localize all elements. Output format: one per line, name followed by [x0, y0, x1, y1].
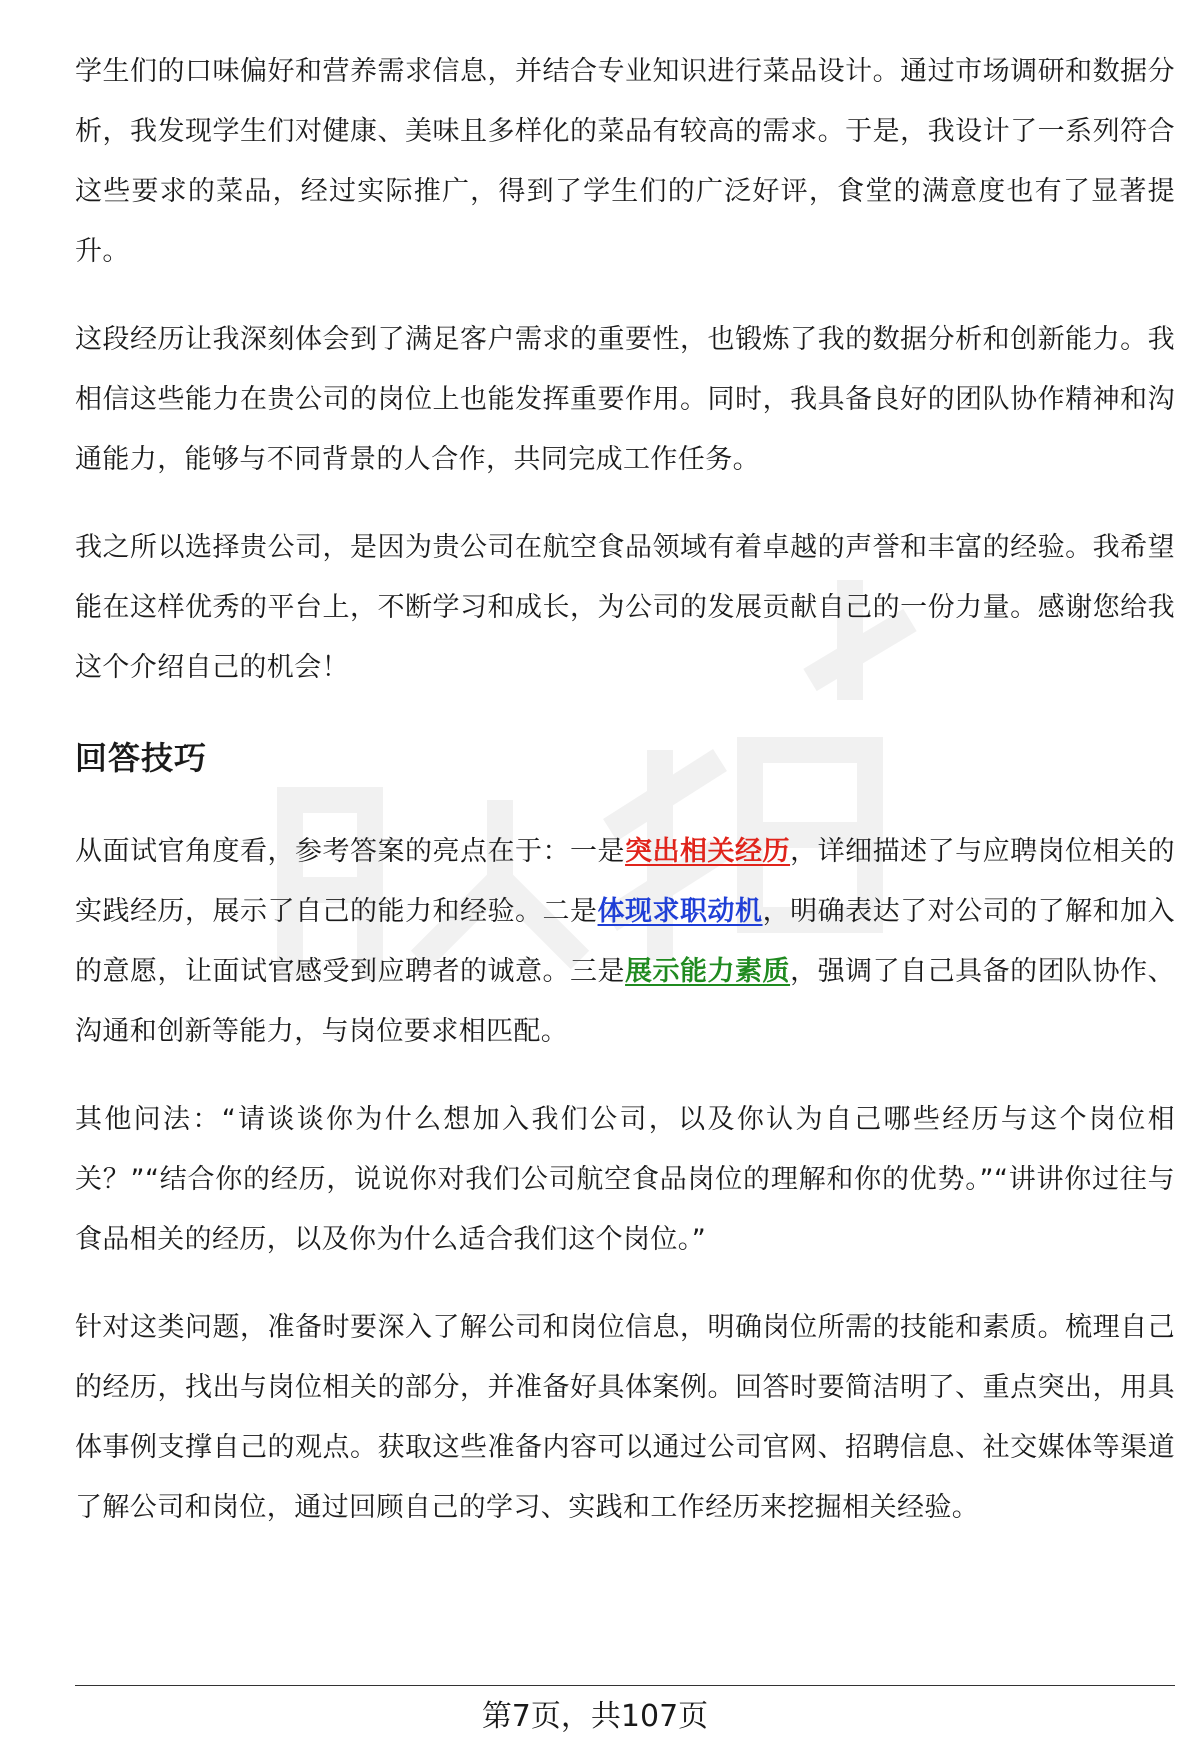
text-run: ，明确表达了对公司的了解和加入的意愿，让面试官感受到应聘者的诚意。三是 [75, 896, 1175, 987]
highlight-job-motivation: 体现求职动机 [597, 896, 763, 927]
paragraph-other-questions: 其他问法：“请谈谈你为什么想加入我们公司，以及你认为自己哪些经历与这个岗位相关？”“结合你的经历，说说你对我们公司航空食品岗位的理解和你的优势。”“讲讲你过往与食品相关的经历，以及你为什么适合我们这个岗位。” [75, 1104, 1175, 1255]
text-run: ，详细描述了与应聘岗位相关的实践经历，展示了自己的能力和经验。二是 [75, 836, 1175, 927]
paragraph: 学生们的口味偏好和营养需求信息，并结合专业知识进行菜品设计。通过市场调研和数据分析，我发现学生们对健康、美味且多样化的菜品有较高的需求。于是，我设计了一系列符合这些要求的菜品，经过实际推广，得到了学生们的广泛好评，食堂的满意度也有了显著提升。 [75, 56, 1175, 267]
section-heading: 回答技巧 [75, 739, 208, 777]
tips-paragraph [75, 822, 1175, 1062]
text-run: 从面试官角度看，参考答案的亮点在于：一是 [75, 836, 626, 867]
highlight-ability-quality: 展示能力素质 [625, 956, 791, 987]
text-run: ，强调了自己具备的团队协作、沟通和创新等能力，与岗位要求相匹配。 [75, 956, 1175, 1047]
footer-divider [75, 1685, 1175, 1686]
paragraph: 我之所以选择贵公司，是因为贵公司在航空食品领域有着卓越的声誉和丰富的经验。我希望能在这样优秀的平台上，不断学习和成长，为公司的发展贡献自己的一份力量。感谢您给我这个介绍自己的机会！ [75, 532, 1175, 683]
paragraph-preparation-advice: 针对这类问题，准备时要深入了解公司和岗位信息，明确岗位所需的技能和素质。梳理自己的经历，找出与岗位相关的部分，并准备好具体案例。回答时要简洁明了、重点突出，用具体事例支撑自己的观点。获取这些准备内容可以通过公司官网、招聘信息、社交媒体等渠道了解公司和岗位，通过回顾自己的学习、实践和工作经历来挖掘相关经验。 [75, 1312, 1175, 1523]
page-number: 第7页，共107页 [481, 1699, 709, 1734]
highlight-related-experience: 突出相关经历 [625, 836, 791, 867]
document-body [75, 42, 1175, 1566]
paragraph: 这段经历让我深刻体会到了满足客户需求的重要性，也锻炼了我的数据分析和创新能力。我相信这些能力在贵公司的岗位上也能发挥重要作用。同时，我具备良好的团队协作精神和沟通能力，能够与不同背景的人合作，共同完成工作任务。 [75, 324, 1175, 475]
